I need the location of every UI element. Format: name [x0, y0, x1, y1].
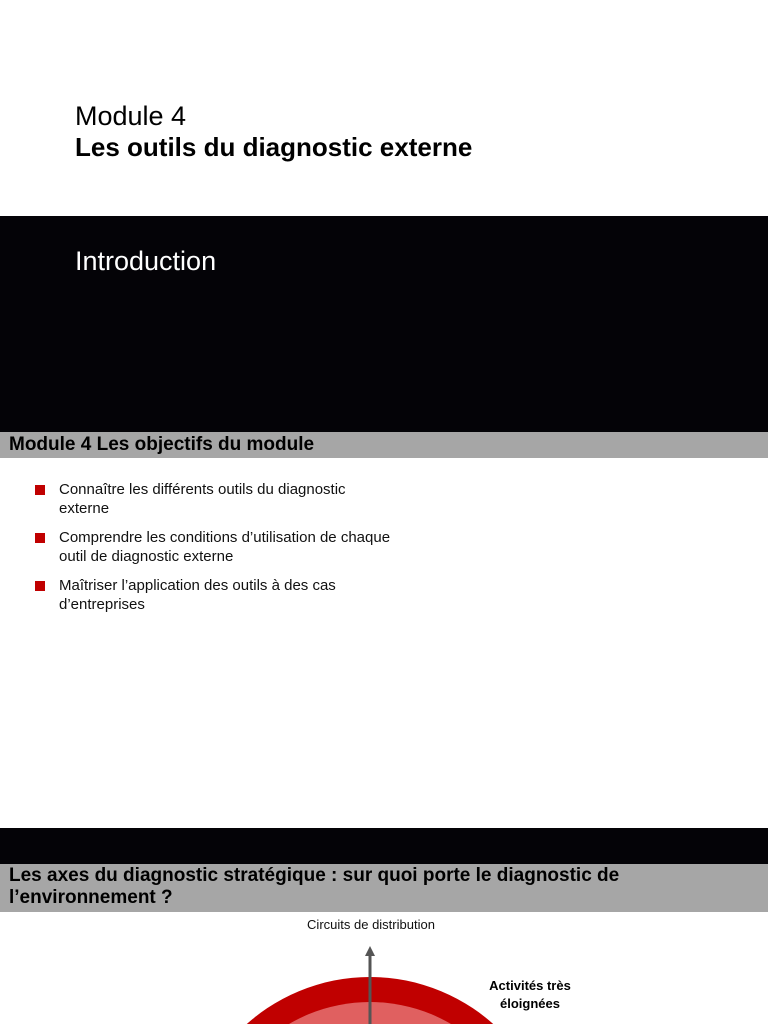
list-item [35, 528, 395, 566]
objectives-header-bar [0, 432, 768, 458]
bullet-text: Comprendre les conditions d’utilisation de chaque outil de diagnostic externe [59, 529, 391, 565]
square-bullet-icon [35, 485, 45, 495]
axes-slide [0, 828, 768, 1024]
axes-header-bar [0, 864, 768, 912]
label-circuits: Circuits de distribution [307, 917, 435, 932]
objectives-header: Module 4 Les objectifs du module [9, 434, 315, 455]
bullet-text: Connaître les différents outils du diagnostic externe [59, 481, 346, 517]
square-bullet-icon [35, 533, 45, 543]
list-item [35, 480, 395, 518]
list-item [35, 576, 395, 614]
square-bullet-icon [35, 581, 45, 591]
environment-diagram [0, 912, 768, 1024]
objectives-list [35, 480, 395, 624]
module-title: Les outils du diagnostic externe [75, 132, 473, 162]
arrow-head-icon [365, 946, 375, 956]
bullet-text: Maîtriser l’application des outils à des cas d’entreprises [59, 577, 336, 613]
title-slide [0, 0, 768, 216]
axes-header: Les axes du diagnostic stratégique : sur quoi porte le diagnostic de l’environnement ? [9, 865, 620, 908]
label-activites: Activités très éloignées [489, 978, 571, 1011]
intro-slide [0, 216, 768, 432]
objectives-slide [0, 432, 768, 828]
intro-heading: Introduction [75, 246, 217, 276]
module-number: Module 4 [75, 101, 187, 131]
axes-top-band [0, 828, 768, 864]
